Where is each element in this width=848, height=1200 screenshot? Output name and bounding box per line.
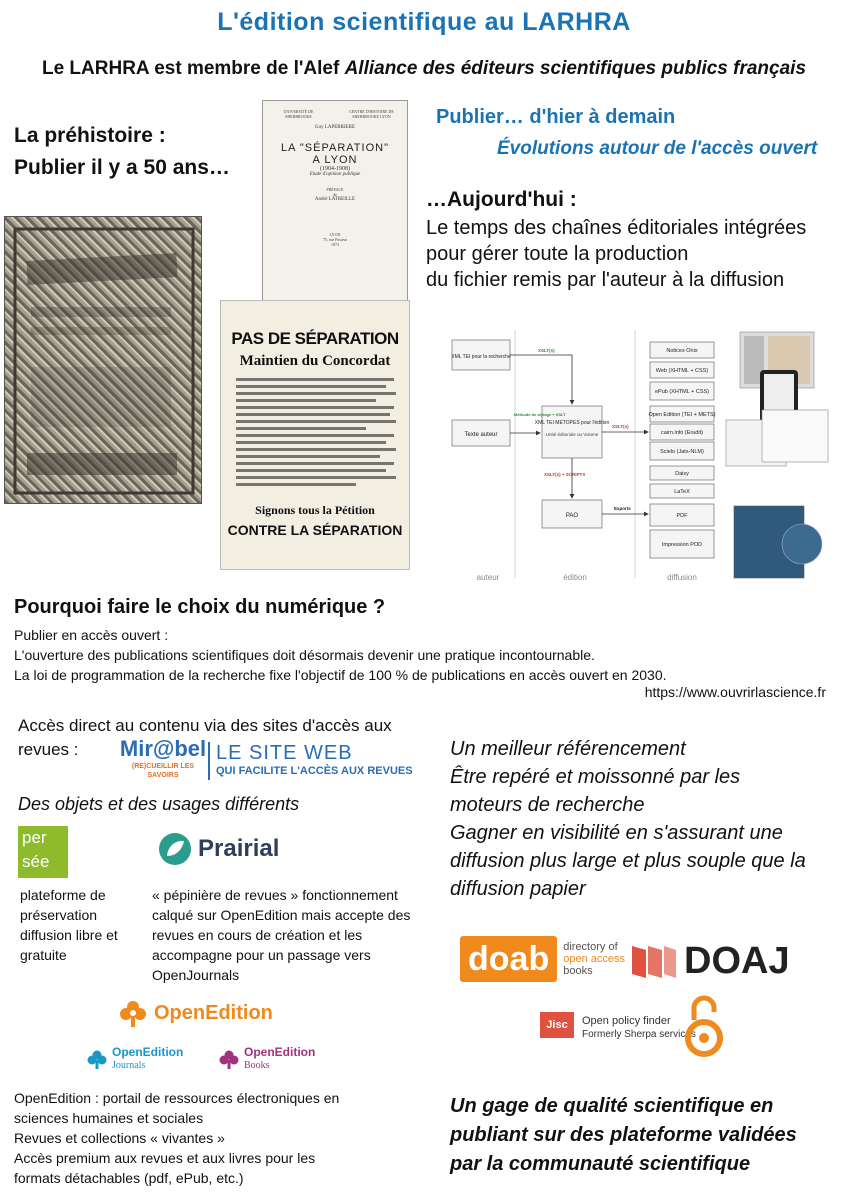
site-line2: QUI FACILITE L'ACCÈS AUX REVUES: [216, 765, 413, 777]
cover-subtitle: Etude d'opinion publique: [309, 172, 361, 177]
persee-logo[interactable]: [18, 826, 68, 878]
oe-desc-line4: Accès premium aux revues et aux livres pour les: [14, 1150, 316, 1166]
site-line1: LE SITE WEB: [216, 742, 353, 764]
mirabel-site-text: [216, 742, 413, 777]
ref-line4: Gagner en visibilité en s'assurant une: [450, 822, 783, 844]
persee-top: per: [22, 828, 47, 847]
xslt3-label: XSLT(s) + SCRIPTS: [544, 472, 586, 477]
site-thumbnail-2: [762, 410, 828, 462]
col-auteur: auteur: [476, 573, 500, 582]
page-subtitle: [0, 58, 848, 80]
ref-line3: moteurs de recherche: [450, 794, 645, 816]
prehistory-line1: La préhistoire :: [14, 124, 166, 147]
doab-name: doab: [460, 936, 557, 982]
prehistory-heading: [14, 120, 230, 184]
col-edition: édition: [563, 573, 587, 582]
metopes-label: XML TEI METOPES pour l'édition: [534, 420, 610, 426]
col-diffusion: diffusion: [667, 573, 697, 582]
access-line2: revues :: [18, 740, 79, 759]
output-label: ePub (XHTML + CSS): [654, 389, 710, 395]
oe-books-flower-icon: [218, 1048, 240, 1070]
cover-title-line2: A LYON: [312, 154, 358, 166]
oe-journals-flower-icon: [86, 1048, 108, 1070]
today-line2: pour gérer toute la production: [426, 243, 689, 265]
persee-description: plateforme de préservation diffusion libre et gratuite: [20, 887, 118, 963]
cover-title-line1: LA "SÉPARATION": [281, 142, 389, 154]
cover-preface-by: de: [333, 192, 337, 197]
poster-line1: PAS DE SÉPARATION: [231, 329, 399, 348]
prehistory-line2: Publier il y a 50 ans…: [14, 156, 230, 179]
cover-years: (1904-1908): [320, 166, 350, 172]
diffusion-outputs: [648, 342, 715, 558]
today-line3: du fichier remis par l'auteur à la diffusion: [426, 269, 785, 291]
today-heading: …Aujourd'hui :: [426, 188, 577, 211]
oe-books-name: OpenEdition: [244, 1045, 316, 1059]
page-title: L'édition scientifique au LARHRA: [217, 8, 631, 36]
openedition-flower-icon: [118, 998, 148, 1028]
xslt1-label: XSLT(s): [538, 348, 555, 353]
why-line2: L'ouverture des publications scientifiques doit désormais devenir une pratique incontournable.: [14, 647, 595, 663]
openedition-logo[interactable]: [118, 998, 273, 1028]
mirabel-divider: [208, 742, 210, 780]
mirabel-logo[interactable]: [118, 736, 208, 780]
output-label: Open Edition (TEI + METS): [648, 412, 716, 418]
exports-label: Exports: [614, 506, 631, 511]
cover-author: Guy LAPERRIERE: [314, 125, 356, 130]
cover-year: 1973: [331, 242, 339, 247]
cover-city: LYON: [329, 232, 341, 237]
open-access-heading: Évolutions autour de l'accès ouvert: [497, 138, 818, 159]
doaj-name: DOAJ: [684, 940, 790, 982]
output-label: Web (XHTML + CSS): [655, 368, 709, 374]
doaj-book-icon: [630, 942, 678, 982]
ref-line6: diffusion papier: [450, 878, 586, 900]
prairial-description: « pépinière de revues » fonctionnement calqué sur OpenEdition mais accepte des revues en cours de création et les accompagne pour un passage vers OpenJournals: [152, 887, 411, 983]
prairial-name: Prairial: [198, 835, 280, 862]
doaj-logo[interactable]: [630, 940, 790, 983]
why-line1: Publier en accès ouvert :: [14, 627, 169, 643]
methode-label: Méthode de stylage + XSLT: [514, 412, 566, 417]
output-label: Notices Onix: [666, 348, 698, 354]
poster-body-text: [230, 376, 400, 496]
open-access-lock-icon: [684, 994, 724, 1058]
cover-address: 75, rue Pasteur: [323, 237, 347, 242]
xslt2-label: XSLT(s): [612, 424, 629, 429]
poster-line3: Signons tous la Pétition: [255, 503, 375, 517]
output-label: LaTeX: [674, 489, 690, 495]
opf-line2: Formerly Sherpa services: [582, 1029, 696, 1040]
oe-journals-name: OpenEdition: [112, 1045, 184, 1059]
doab-sub1: directory of: [563, 941, 618, 953]
oe-desc-line3: Revues et collections « vivantes »: [14, 1130, 225, 1146]
quality-line2: publiant sur des plateforme validées: [450, 1124, 797, 1146]
oe-books-logo[interactable]: [218, 1046, 315, 1072]
oe-desc-line5: formats détachables (pdf, ePub, etc.): [14, 1170, 244, 1186]
oe-desc-line2: sciences humaines et sociales: [14, 1110, 204, 1126]
output-label: Impression POD: [661, 542, 703, 548]
access-line1: Accès direct au contenu via des sites d'accès aux: [18, 716, 392, 735]
cover-preface-author: André LATREILLE: [314, 197, 356, 202]
output-label: Scielo (Jats-NLM): [660, 449, 704, 455]
texte-auteur-label: Texte auteur: [464, 432, 498, 438]
oe-journals-sub: Journals: [112, 1060, 146, 1071]
printing-plate-photo: [4, 216, 202, 504]
cover-left-header: UNIVERSITÉ DE SHERBROOKE: [283, 109, 314, 119]
why-digital-heading: Pourquoi faire le choix du numérique ?: [14, 596, 386, 618]
quality-line1: Un gage de qualité scientifique en: [450, 1095, 774, 1117]
poster-line2: Maintien du Concordat: [239, 353, 391, 369]
publish-heading: Publier… d'hier à demain: [436, 106, 676, 128]
cover-preface: PRÉFACE: [326, 187, 344, 192]
referencing-text: [450, 735, 845, 903]
doab-sub3: books: [563, 965, 593, 977]
openedition-name: OpenEdition: [154, 1001, 273, 1024]
persee-bottom: sée: [22, 852, 50, 871]
objects-heading: Des objets et des usages différents: [18, 794, 300, 814]
output-label: cairn.info (Erudit): [661, 430, 703, 436]
ref-line1: Un meilleur référencement: [450, 738, 686, 760]
oe-journals-logo[interactable]: [86, 1046, 183, 1072]
cover-right-header: CENTRE D'HISTOIRE DE SHERBROOKE LYON: [349, 109, 394, 119]
editorial-chain-diagram: [430, 320, 845, 585]
prairial-leaf-icon: [158, 832, 192, 866]
output-label: Daisy: [675, 471, 689, 477]
ref-line2: Être repéré et moissonné par les: [450, 766, 741, 788]
today-text: [426, 215, 846, 293]
poster-line4: CONTRE LA SÉPARATION: [227, 522, 403, 538]
mirabel-tagline: (RE)CUEILLIR LES SAVOIRS: [131, 763, 195, 779]
poster-photo: [220, 300, 410, 570]
metopes-sub-label: Unité éditoriale ou Volume: [545, 432, 599, 437]
oe-desc-line1: OpenEdition : portail de ressources électroniques en: [14, 1090, 340, 1106]
ref-line5: diffusion plus large et plus souple que la: [450, 850, 806, 872]
ouvrirlascience-link[interactable]: https://www.ouvrirlascience.fr: [644, 684, 826, 700]
today-line1: Le temps des chaînes éditoriales intégrées: [426, 217, 807, 239]
prairial-logo[interactable]: [158, 832, 279, 866]
open-policy-finder[interactable]: [582, 1014, 696, 1042]
openedition-description: [14, 1088, 424, 1188]
book-cover-photo: [262, 100, 408, 310]
why-digital-text: [14, 625, 844, 685]
xml-tei-label: XML TEI pour la recherche: [451, 354, 511, 360]
pao-label: PAO: [565, 513, 579, 519]
quality-line3: par la communauté scientifique: [450, 1153, 751, 1175]
subtitle-prefix: Le LARHRA est membre de l'Alef: [41, 58, 345, 79]
doab-logo[interactable]: [460, 936, 625, 982]
oe-books-sub: Books: [244, 1060, 270, 1071]
opf-line1: Open policy finder: [582, 1015, 671, 1027]
quality-text: [450, 1092, 845, 1179]
mirabel-name: Mir@bel: [119, 736, 207, 761]
jisc-logo[interactable]: Jisc: [540, 1012, 574, 1038]
output-label: PDF: [676, 513, 688, 519]
why-line3: La loi de programmation de la recherche fixe l'objectif de 100 % de publications en accès ouvert en 2030.: [14, 667, 667, 683]
subtitle-alliance: Alliance des éditeurs scientifiques publics français: [344, 58, 807, 79]
doab-sub2: open access: [563, 953, 625, 965]
cd-thumbnail: [782, 524, 822, 564]
